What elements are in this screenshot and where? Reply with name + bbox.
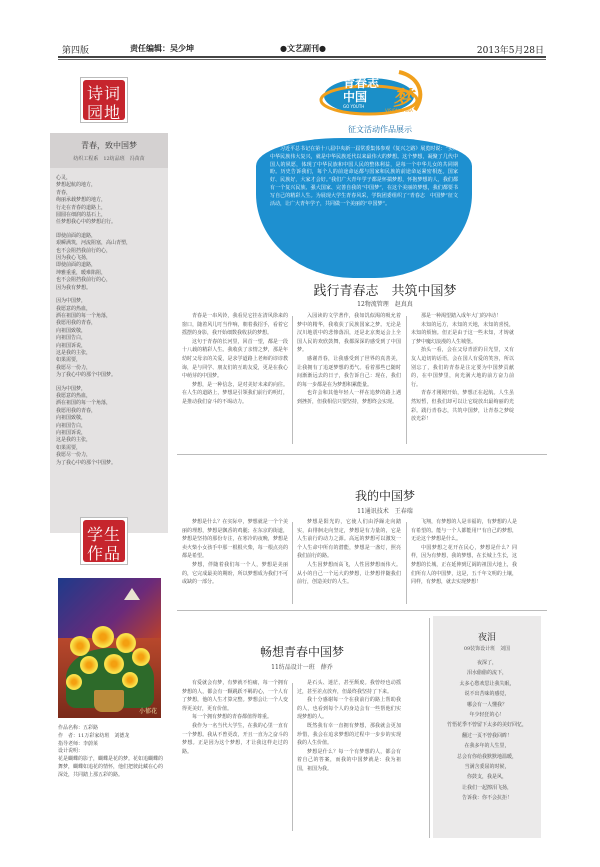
article2-title: 我的中国梦 [354, 489, 415, 503]
campaign-emblem [319, 62, 437, 122]
poem2-title: 夜泪 [477, 633, 496, 643]
article3-title: 畅想青春中国梦 [259, 645, 344, 659]
article3-byline: 11纺品设计一班 薛乔 [271, 664, 333, 671]
emblem-sub: VISION CHINA [385, 108, 413, 113]
poem2-byline: 09装饰设计班 刘国 [463, 646, 511, 652]
poem-title: 青春，致中国梦 [81, 141, 137, 150]
poem-body [56, 175, 164, 467]
article3-col1: 有爱就会有梦，有梦就不怕痛，每一个拥有梦想的人，都会有一颗跳跃不羁的心，一个人有了梦想，他的人生才算完整。梦想会让一个人变得更美好，更有价值。 每一个拥有梦想的青春都值得尊重。 我作为一名当代大学生，在我的心里一直有一个梦想。我从不曾更改，开且一直为之奋斗的梦想。正是因为这个梦想，才让我这样走过的路。 [182, 680, 288, 755]
poem-stanza-4: 因为中国梦， 我愿意的热血， 洒在祖国的每一个角落， 我愿用我的青春， 向祖国致敬， 向祖国告白， 向祖国诉说， 这是我的主张， 如果需要， 我愿尽一份力， 为了我心中的那个中国梦。 [56, 385, 117, 466]
article2-col1: 梦想是什么？在实际中，梦想就是一个个美丽的理想，梦想是飘香的鸡腿；在东京的街道，梦想是坚持的那份专注，在寒冷的夜晚，梦想是卖火柴小女孩手中那一根根火柴，每一根点亮的都是希望。 梦想，伴随着我们每一个人，梦想是美丽的，它完成最美的期盼，所以梦想成为我们不可或缺的一部分。 [182, 519, 288, 586]
poem-stanza-3: 因为中国梦， 我愿意的热血， 洒在祖国的每一个角落， 我愿用我的青春， 向祖国致敬， 向祖国告白， 向祖国诉说， 这是我的主张， 如果需要， 我愿尽一份力， 为了我心中的那个中国梦。 [56, 298, 117, 379]
emblem-en: GO YOUTH [343, 104, 365, 109]
editor-label: 责任编辑：吴少坤 [130, 44, 194, 53]
campaign-intro: 习近平总书记在第十八届中央新一届常委集体参观《复兴之路》展览时说：“实现中华民族伟大复兴，就是中华民族近代以来最伟大的梦想。这个梦想，凝聚了几代中国人的夙愿，体现了中华民族和中国人民的整体利益，是每一个中华儿女的共同期盼。历史告诉我们，每个人的前途命运都与国家和民族的前途命运紧密相连。国家好、民族好，大家才会好。”我们广大青年学子都是怀揣梦想，怀抱梦想的人，我们都有一个复兴民族、强大国家、完善自我的“中国梦”，在这个美丽的梦想，我们都要书写自己的精彩人生。为展现大学生青春风采，学院团委组织了“青春志 中国梦”征文活动，让广大青年学子，共同做一个美丽的“中国梦”。 [256, 138, 472, 278]
poem2-body: 夜深了， 泪水偷偷的流下， 太多心愁欢思让我失眠， 说不出苦味的感觉， 哪会有一人懂我？ 年少轻狂的心！ 竹悟花季不曾留下太多的美好回忆， 翻过一页不曾我回眸！ 在我多年的人生里， 总会有你给我默默地温暖， 当满含委屈的时候， 你鼓支，我是风， 让我们一起擦泪飞扬， 告诉我：你不会抗拒！ [446, 660, 527, 802]
divider-article1 [177, 454, 547, 455]
poetry-badge-line1: 诗词 [87, 84, 122, 103]
poem-stanza-1: 心灵， 梦想起航的地方， 青春， 绚丽承载梦想的地方， 行走在青春的道路上， 圆圆在细润的基石上， 任梦想我心中的梦想启行。 [56, 175, 117, 226]
header-rule [58, 56, 546, 58]
poem-byline: 纺织工程系 12纺品班 冯苗苗 [73, 156, 145, 162]
butterfly-icon [124, 588, 140, 600]
section-label: ●文艺副刊● [280, 44, 326, 53]
emblem-line1: 青春志 [343, 76, 380, 90]
poem2-box [433, 616, 541, 838]
article1-col1: 青春是一串风铃，我看见它挂在清风徐来的窗口，随着风儿叮当作响，朝着我招手，看着它摇摆的身影，我开始细数我收获的梦想。 这句于青春的长河里，回首一望，都是一段十八载的精彩人生。我收获了亲情之梦，那是年幼时父母亲的关爱，是求学道路上老师的谆谆教诲，是与同学、朋友们的互助友爱，更是在我心中萌芽的中国梦。 梦想，是一种信念，是对美好未来的向往。在人生的道路上，梦想是引领我们前行的明灯，是推动我们奋斗的不竭动力。 [182, 313, 288, 405]
divider-article2 [177, 610, 547, 611]
article2-col3: 飞翔，有梦想的人是幸福的，有梦想的人是有希望的。能与一个人都能用尸有自己的梦想，无论这个梦想是什么。 中国梦想之花开在民心，梦想是什么？同样，因为有梦想，我的梦想，在长城上生长，这梦想的长城，正在延伸到辽阔的祖国大地上，我们所有人的中国梦，这是，五千年文明的土壤，同样，有梦想，就去实现梦想！ [411, 519, 517, 586]
article3-col2: 是石头、迷茫，甚至颓废。我曾经也动摇过，甚至差点放弃，但最终我坚持了下来。 我十分感谢每一个在我前行的路上帮助我的人，也看到每个人的身边会有一些帮他们实现梦想的人。 既然我有幸一直拥有梦想，那我就会更加珍惜，我会在追求梦想的过程中一步步的实现我的人生价值。 梦想是什么？每一个有梦想的人，都会有着自己的答案，而我的中国梦就是：我为祖国，祖国为我。 [297, 680, 401, 772]
artwork-image [58, 578, 161, 718]
poem-stanza-2: 即使前面的道路， 艰瞬满筑，河流阻塞，高山青塑， 也不会阻挡我前行的心， 因为我心飞扬， 即使前面的道路， 坤雅重重，暖难陷阻， 也不会阻挡我前行的心， 因为我有梦想。 [56, 232, 132, 291]
student-badge-line2: 作品 [87, 544, 122, 563]
poetry-badge [80, 77, 128, 123]
header-rule-thin [58, 59, 546, 60]
campaign-subtitle: 征文活动作品展示 [348, 125, 412, 134]
article1-title: 践行青春志 共筑中国梦 [313, 284, 457, 299]
article1-col2: 入园读的文学著作，我如饥似渴的吸允着梦中的精华，我收获了民族国家之梦。无论是汉川地震中的悲惨落泪，还是北京奥运会上全国人民的欢欣鼓舞，我都深深的感受到了中国梦。 感谢青春，让我感受到了世界的真善美，让我拥有了追逐梦想的勇气。看着那些已随时间渐渐远去的日子，我告诉自己：现在，我们的每一步都是在为梦想积累能量。 也许会和其他年轻人一样在追梦的路上遇到挫折，但我相信只要坚持，梦想终会实现。 [297, 313, 401, 405]
date-label: 2013年5月28日 [476, 46, 544, 56]
emblem-line2: 中国 [343, 90, 368, 104]
poetry-panel [50, 133, 168, 533]
article2-byline: 11通讯技术 王春瑞 [357, 508, 413, 515]
student-works-badge [80, 517, 128, 565]
student-badge-line1: 学生 [87, 525, 122, 544]
article1-col3: 那是一种渴望踏入成年大门的冲动！ 未知的远方，未知的天地，未知的喜悦，未知的烦恼。但正是由于这一些未知，才铸就了梦中魔幻浪漫的人生城堡。 抬头一看，会在父母青涩的目光里，又有友人迫切的话语，会在国人有爱的笑容，所以别忘了，我们的青春是注定要为中国梦贡献的，在中国梦里，向光满大地的前方奋力前行。 青春才刚刚开始，梦想正在起航。人生虽然短暂，但我们却可以让它绽放出最绚丽的光彩。践行青春志，共筑中国梦，让青春之梦绽放光彩！ [411, 313, 514, 423]
artwork-signature: 小郁花 [138, 708, 157, 715]
article2-col2: 梦想是阳光的，它使人们由浮躁走向踏实，由徘徊走向坚定，梦想是有力量的，它是人生前行的动力之源。高远的梦想可以激发一个人生命中所有的潜能，梦想是一盏灯，照亮我们前行的路。 人生因梦想而高飞，人性因梦想而伟大。从小的自己一个远大的梦想，让梦想伴随我们前行，创造美好的人生。 [297, 519, 401, 586]
artwork-caption: 作品名称：五彩路 作 者：11万彩家纺班 刘德龙 指导老师：李蔚莱 设计说明： 花是蝴蝶的影子，蝴蝶是花的梦。花如追蝴蝶的舞梦，蝴蝶如追花的情怀，他们把彼此藏在心的深处，共同踏上那五彩的路。 [58, 725, 164, 778]
emblem-swoosh-icon [319, 62, 437, 122]
poetry-badge-line2: 园地 [87, 103, 122, 122]
emblem-dream: 梦 [393, 86, 413, 110]
article1-byline: 12物流管理 赵真真 [357, 301, 413, 308]
edition-label: 第四版 [62, 46, 90, 56]
